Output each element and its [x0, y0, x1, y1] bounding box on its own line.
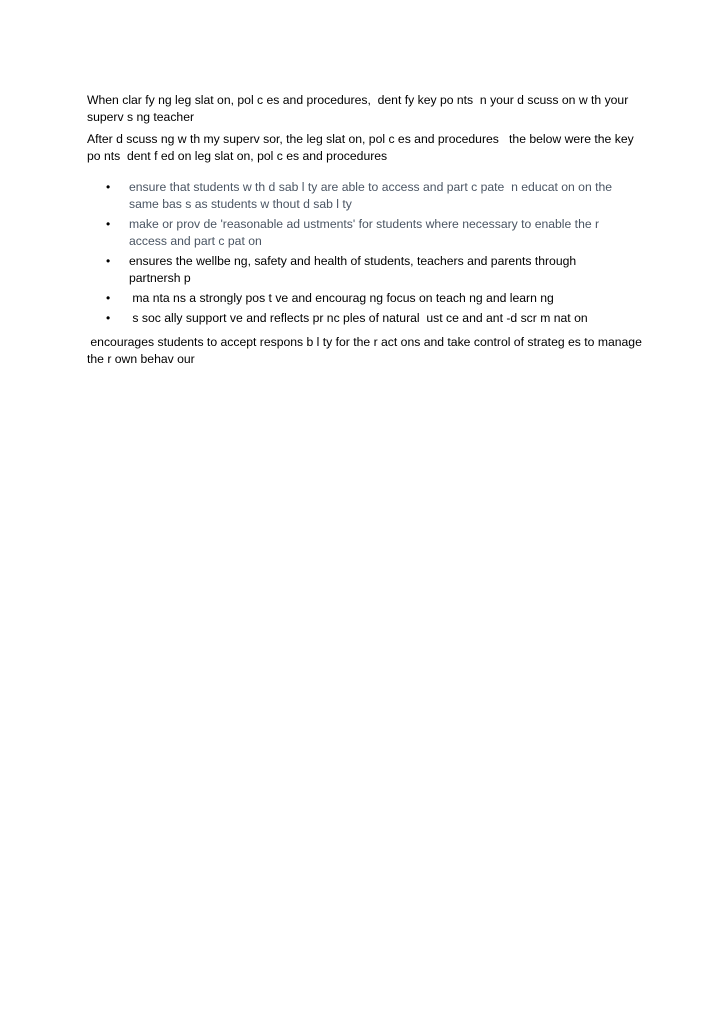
- bullet-icon: •: [106, 254, 111, 268]
- list-item-text: ensures the wellbe ng, safety and health of students, teachers and parents through partnersh p: [129, 254, 580, 285]
- closing-paragraph: encourages students to accept respons b l ty for the r act ons and take control of strateg es to manage the r own behav our: [87, 335, 646, 366]
- list-item: [0, 310, 714, 328]
- list-item-text: ensure that students w th d sab l ty are able to access and part c pate n educat on on the same bas s as students w thout d sab l ty: [129, 180, 616, 211]
- list-item-text: make or prov de 'reasonable ad ustments' for students where necessary to enable the r access and part c pat on: [129, 217, 603, 248]
- list-item-text: s soc ally support ve and reflects pr nc ples of natural ust ce and ant -d scr m nat on: [129, 311, 588, 325]
- bullet-icon: •: [106, 217, 111, 231]
- list-item: [0, 253, 714, 287]
- bullet-icon: •: [106, 311, 111, 325]
- list-item: [0, 216, 714, 250]
- key-points-intro-paragraph: After d scuss ng w th my superv sor, the leg slat on, pol c es and procedures the below were the key po nts dent f ed on leg slat on, pol c es and procedures: [87, 132, 638, 163]
- bullet-icon: •: [106, 291, 111, 305]
- list-item: [0, 290, 714, 308]
- intro-paragraph: When clar fy ng leg slat on, pol c es and procedures, dent fy key po nts n your d scuss on w th your superv s ng teacher: [87, 93, 632, 124]
- list-item-text: ma nta ns a strongly pos t ve and encourag ng focus on teach ng and learn ng: [129, 291, 554, 305]
- list-item: [0, 179, 714, 213]
- bullet-icon: •: [106, 180, 111, 194]
